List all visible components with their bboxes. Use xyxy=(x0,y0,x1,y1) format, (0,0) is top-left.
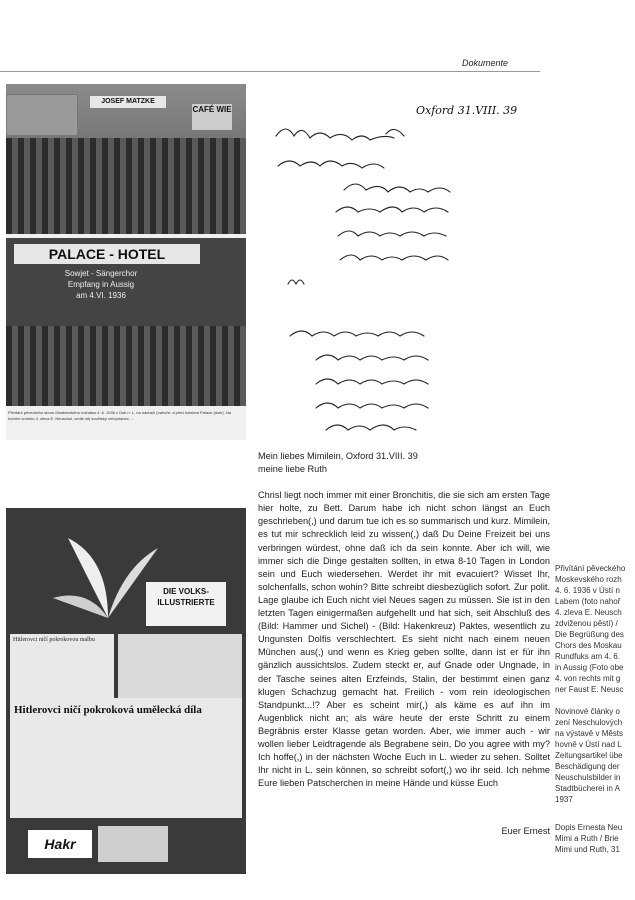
magazine-line: DIE VOLKS- xyxy=(163,587,209,596)
greeting xyxy=(258,450,550,476)
crowd-top xyxy=(6,138,246,234)
photo-block xyxy=(6,84,246,440)
letter-date: Oxford 31.VIII. 39 xyxy=(416,104,518,117)
caption-line: Zeitungsartikel übe xyxy=(555,751,623,760)
newspaper-page xyxy=(10,698,242,818)
side-caption-3 xyxy=(555,822,635,855)
clipping-title: Hitlerovci ničí pokrokovou malbu xyxy=(13,637,95,643)
caption-line: Novinové články o xyxy=(555,707,620,716)
side-caption-2 xyxy=(555,706,635,805)
caption-line: Beschädigung der xyxy=(555,762,620,771)
caption-line: 4. 6. 1936 v Ústí n xyxy=(555,586,620,595)
newspaper-clipping xyxy=(10,634,114,698)
caption-line: in Aussig (Foto obe xyxy=(555,663,624,672)
caption-line: Labem (foto nahoř xyxy=(555,597,621,606)
caption-line: Dopis Ernesta Neu xyxy=(555,823,623,832)
caption-line: 4. zleva E. Neusch xyxy=(555,608,622,617)
caption-line: Die Begrüßung des xyxy=(555,630,624,639)
caption-line: 4. von rechts mit g xyxy=(555,674,621,683)
greeting-line: meine liebe Ruth xyxy=(258,464,327,475)
caption-line: zdviženou pěstí) / xyxy=(555,619,618,628)
crowd-bottom xyxy=(6,326,246,406)
magazine-line: ILLUSTRIERTE xyxy=(157,598,215,607)
caption-line: Chors des Moskau xyxy=(555,641,622,650)
building-facade xyxy=(6,94,78,136)
banner-line: am 4.VI. 1936 xyxy=(76,291,126,300)
caption-line: Mimi und Ruth, 31 xyxy=(555,845,620,854)
handwriting-scan xyxy=(256,84,532,444)
section-label: Dokumente xyxy=(461,58,508,68)
cafe-sign: CAFÉ WIE xyxy=(192,104,232,130)
caption-line: Moskevského rozh xyxy=(555,575,622,584)
hotel-sign: PALACE - HOTEL xyxy=(14,244,200,264)
caption-line: Mimi a Ruth / Brie xyxy=(555,834,619,843)
newspaper-headline: Hitlerovci ničí pokroková umělecká díla xyxy=(14,704,202,716)
street-photo xyxy=(6,84,246,234)
banner-line: Sowjet - Sängerchor xyxy=(64,269,138,278)
typed-letter xyxy=(258,450,550,836)
banner-line: Empfang in Aussig xyxy=(67,280,135,289)
letter-body: Chrisl liegt noch immer mit einer Bronchitis, die sie sich am ersten Tage hier holte, zu Bett. Darum habe ich nicht schon längst an Euch geschrieben(,) und darum tue ich es so summarisch und kurz. Mimilein, es tut mir schrecklich leid zu wissen(,) daß Du Deine Freizeit bei uns verbringen würdest, ohne daß ich da sein konnte. Aber ich will, wie immer sich die Dinge gestalten sollten, in etwa 8-10 Tagen in London sein und Euch wiedersehen. Werdet ihr mit evacuiert? Wisset Ihr, solchenfalls, schon wohin? Bitte schreibt diesbezüglich sofort. Zur polit. Lage glaube ich Euch nicht viel Neues sagen zu müssen. Sie ist in den letzten Tagen einigermaßen aufgehellt und hat sich, seit Abschluß des (Bild: Hammer und Sichel) - (Bild: Hakenkreuz) Paktes, wesentlich zu Ungunsten Dolfis verschlechtert. Es sieht nicht nach einem neuen München aus(,) und wenn es Krieg geben sollte, dann ist er für ihn gänzlich aussichtslos. Zudem steckt er, auf Gnade oder Ungnade, in der Tasche seines alten Erzfeinds, Stalin, der bestimmt einen ganz klugen Schachzug gemacht hat. Freilich - vom rein ideologischen Standpunkt...!? Aber es scheint mir(,) als käme es auf ihn im Augenblick nicht an; als wäre heute der erste Schritt zu einem Begräbnis erster Klasse getan worden. Aber, wie immer auch - wir wollen lieber Leidtragende als Begrabene sein, Do you agree with my? Ich hoffe(,) in der nächsten Woche Euch in L. wieder zu sehen. Solltet Ihr nicht in L. sein können, so schreibt sofort(,) wo ihr seid. Ich nehme Eure lieben Patscherchen in meine Hände und küsse Euch xyxy=(258,490,550,789)
caption-line: 1937 xyxy=(555,795,573,804)
newspaper-clipping xyxy=(98,826,168,862)
newspaper-clipping xyxy=(118,634,242,698)
caption-line: zení Neschulových xyxy=(555,718,623,727)
handwritten-letter xyxy=(256,84,532,444)
photo-caption: Přivítání pěveckého sboru Moskevského rozhlasu 4. 6. 1936 v Ústí n. L. na nádraží (nahoře, a před hotelem Palace (dole). Na horním snímku 4. zleva E. Neuschul, vedle něj sovětský velvyslanec, ... xyxy=(8,410,232,421)
caption-line: Přivítání pěveckého xyxy=(555,564,626,573)
caption-line: Neuschulsbilder in xyxy=(555,773,621,782)
caption-line: hovně v Ústí nad L xyxy=(555,740,622,749)
hotel-photo xyxy=(6,238,246,406)
caption-line: Rundfuks am 4. 6. xyxy=(555,652,620,661)
caption-line: ner Faust E. Neusc xyxy=(555,685,624,694)
magazine-title xyxy=(146,582,226,626)
header-rule xyxy=(0,71,540,72)
hakr-logo: Hakr xyxy=(28,830,92,858)
shop-sign: JOSEF MATZKE xyxy=(90,96,166,108)
greeting-line: Mein liebes Mimilein, Oxford 31.VIII. 39 xyxy=(258,451,418,461)
signature: Euer Ernest xyxy=(501,826,550,836)
banner xyxy=(58,268,144,320)
caption-line: na výstavě v Městs xyxy=(555,729,624,738)
side-caption-1 xyxy=(555,563,635,695)
newspaper-collage xyxy=(6,508,246,874)
caption-line: Stadtbücherei in A xyxy=(555,784,620,793)
